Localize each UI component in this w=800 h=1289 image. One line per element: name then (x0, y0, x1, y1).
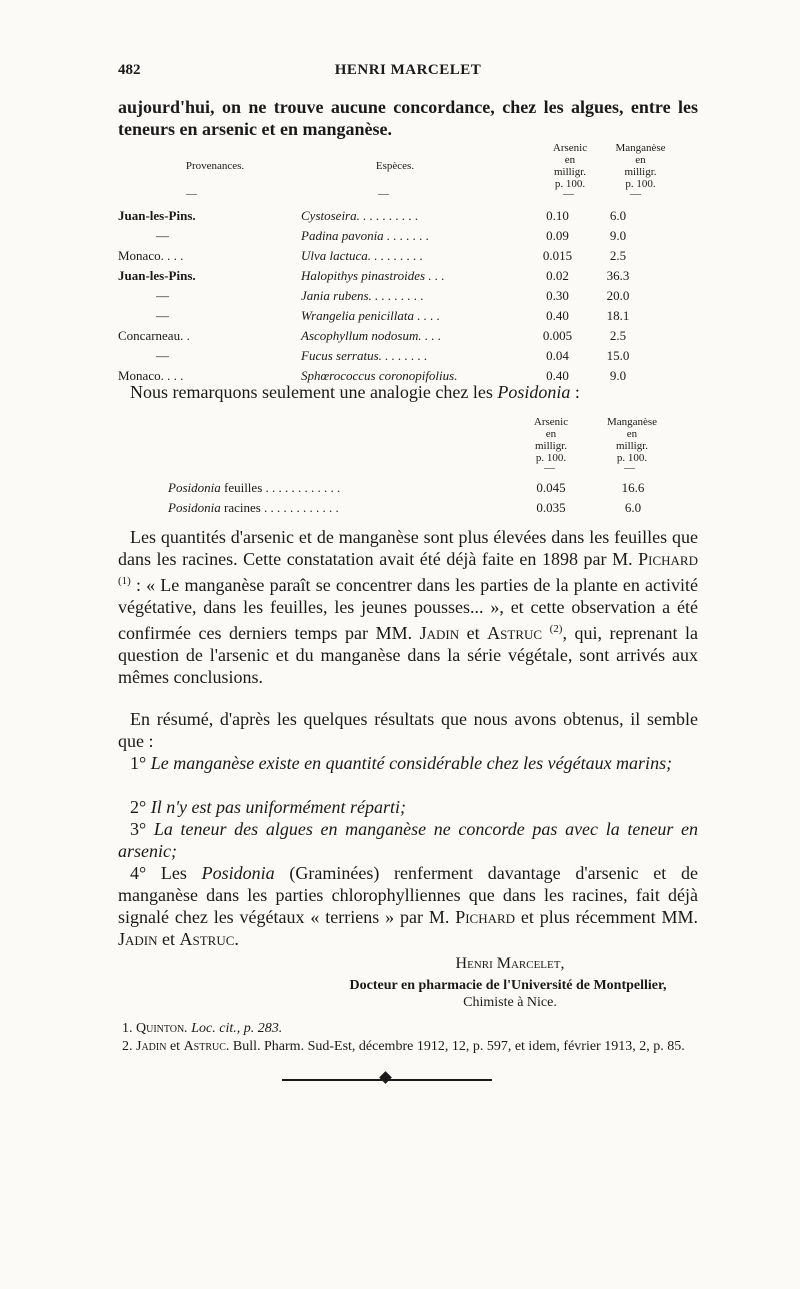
cell-species: Cystoseira. . . . . . . . . . (301, 208, 419, 223)
cell-part-label: feuilles . . . . . . . . . . . . (220, 480, 341, 495)
col-dash-provenances: — (186, 188, 197, 200)
running-head (118, 62, 698, 82)
cell-manganese: 6.0 (624, 500, 642, 515)
cell-manganese: 9.0 (609, 228, 627, 243)
col-dash-especes: — (378, 188, 389, 200)
cell-provenance: — (156, 228, 169, 243)
col-head-especes: Espèces. (375, 160, 415, 172)
quantites-et: et (459, 623, 488, 643)
cell-provenance: Juan-les-Pins. (118, 268, 196, 283)
conclusion-2-text: Il n'y est pas uniformément réparti; (150, 797, 407, 817)
col-head-arsenic-l3: milligr. (553, 166, 587, 178)
conclusion-4-text-b: et plus récemment MM. (515, 907, 698, 927)
col-head-provenances: Provenances. (185, 160, 245, 172)
analogy-colon: : (570, 382, 580, 402)
analogy-text: Nous remarquons seulement une analogie chez les (130, 382, 498, 402)
col-head-arsenic (540, 142, 600, 190)
col-dash-manganese-2: — (624, 462, 635, 474)
author-jadin: Jadin (419, 623, 460, 643)
cell-arsenic: 0.04 (546, 348, 569, 363)
col-head-manganese-l2: en (635, 154, 646, 166)
conclusion-4-num: 4° Les (130, 863, 202, 883)
cell-arsenic: 0.015 (542, 248, 573, 263)
footnote-1 (118, 1020, 698, 1038)
cell-manganese: 36.3 (606, 268, 630, 283)
cell-species: Jania rubens. . . . . . . . . (301, 288, 424, 303)
conclusion-4-et: et (157, 929, 180, 949)
conclusion-4-pichard: Pichard (455, 907, 516, 927)
page-number: 482 (118, 62, 141, 78)
col-head-manganese-2 (592, 416, 672, 464)
conclusion-2-num: 2° (130, 797, 151, 817)
running-head-author: HENRI MARCELET (334, 62, 482, 78)
footnote-ref-2: (2) (549, 623, 563, 635)
col-head-arsenic-2-l3: milligr. (534, 440, 568, 452)
cell-provenance: Monaco. . . . (118, 368, 184, 383)
footnote-2-rest: . Bull. Pharm. Sud-Est, décembre 1912, 12, p. 597, et idem, février 1913, 2, p. 85. (225, 1039, 685, 1054)
col-head-arsenic-2-l2: en (545, 428, 557, 440)
cell-species: Ascophyllum nodosum. . . . (301, 328, 442, 343)
conclusion-4-jadin: Jadin (118, 929, 158, 949)
cell-manganese: 15.0 (606, 348, 630, 363)
cell-part-label: racines . . . . . . . . . . . . (220, 500, 339, 515)
conclusion-2 (118, 796, 698, 818)
conclusion-1 (118, 752, 698, 774)
col-head-manganese-l1: Manganèse (615, 142, 666, 154)
cell-provenance: — (156, 348, 169, 363)
cell-arsenic: 0.09 (546, 228, 569, 243)
author-pichard: Pichard (638, 549, 698, 569)
cell-provenance: — (156, 308, 169, 323)
footnote-2-et: et (166, 1039, 184, 1054)
cell-species: Halopithys pinastroides . . . (301, 268, 445, 283)
cell-arsenic: 0.035 (536, 500, 566, 515)
footnote-2-author-1: Jadin (136, 1039, 167, 1054)
col-dash-manganese: — (630, 188, 641, 200)
cell-manganese: 9.0 (609, 368, 627, 383)
cell-manganese: 20.0 (606, 288, 630, 303)
paragraph-resume: En résumé, d'après les quelques résultats que nous avons obtenus, il semble que : (118, 709, 698, 751)
table-row (168, 498, 688, 518)
cell-arsenic: 0.40 (546, 308, 569, 323)
cell-part (168, 498, 339, 518)
col-dash-arsenic: — (563, 188, 574, 200)
col-head-manganese-2-l1: Manganèse (606, 416, 658, 428)
col-head-arsenic-l4: p. 100. (554, 178, 586, 190)
cell-arsenic: 0.30 (546, 288, 569, 303)
cell-manganese: 16.6 (621, 480, 645, 495)
cell-arsenic: 0.045 (536, 480, 566, 495)
cell-manganese: 18.1 (606, 308, 630, 323)
conclusion-1-text: Le manganèse existe en quantité considérable chez les végétaux marins; (150, 753, 673, 773)
cell-genus: Posidonia (168, 500, 221, 515)
cell-part (168, 478, 340, 498)
author-astruc: Astruc (487, 623, 543, 643)
conclusion-3-text: La teneur des algues en manganèse ne concorde pas avec la teneur en arsenic; (118, 819, 698, 861)
col-head-manganese-2-l3: milligr. (615, 440, 649, 452)
table-row (168, 478, 688, 498)
footnote-1-num: 1. (122, 1021, 136, 1036)
conclusion-4-astruc: Astruc (179, 929, 235, 949)
col-head-manganese-l3: milligr. (624, 166, 657, 178)
cell-manganese: 2.5 (609, 248, 627, 263)
analogy-genus: Posidonia (497, 382, 571, 402)
col-head-manganese-2-l4: p. 100. (616, 452, 648, 464)
footnote-2 (118, 1038, 698, 1056)
footnote-1-author: Quinton (136, 1021, 185, 1036)
signature-role: Chimiste à Nice. (463, 995, 557, 1010)
cell-manganese: 2.5 (609, 328, 627, 343)
cell-species: Ulva lactuca. . . . . . . . . (301, 248, 424, 263)
cell-provenance: — (156, 288, 169, 303)
cell-arsenic: 0.40 (546, 368, 569, 383)
cell-provenance: Concarneau. . (118, 328, 190, 343)
col-head-manganese-2-l2: en (626, 428, 638, 440)
footnote-2-author-2: Astruc (183, 1039, 226, 1054)
paragraph-quantites (118, 526, 698, 688)
intro-paragraph: aujourd'hui, on ne trouve aucune concordance, chez les algues, entre les teneurs en arsenic et en manganèse. (118, 97, 698, 139)
quantites-text-3: , qui, reprenant la question de l'arsenic et du manganèse dans la série végétale, sont arrivés aux mêmes conclusions. (118, 623, 699, 687)
quantites-text-2: : « Le manganèse paraît se concentrer dans les parties de la plante en activité végétative, dans les feuilles, les jeunes pousses... », et cette observation a été confirmée ces derniers temps par MM. (118, 575, 698, 643)
cell-species: Padina pavonia . . . . . . . (301, 228, 430, 243)
diamond-ornament-icon (379, 1071, 392, 1084)
cell-genus: Posidonia (168, 480, 221, 495)
conclusion-3 (118, 818, 698, 862)
footnote-ref-1: (1) (118, 575, 131, 587)
col-head-manganese (603, 142, 678, 190)
analogy-sentence (130, 381, 700, 403)
col-head-arsenic-2 (520, 416, 582, 464)
cell-species: Sphœrococcus coronopifolius. (301, 368, 458, 383)
cell-provenance: Monaco. . . . (118, 248, 184, 263)
col-head-arsenic-l2: en (564, 154, 576, 166)
signature-name: Henri Marcelet, (455, 955, 565, 972)
col-head-arsenic-l1: Arsenic (552, 142, 588, 154)
cell-manganese: 6.0 (609, 208, 627, 223)
signature-title: Docteur en pharmacie de l'Université de Montpellier, (349, 978, 667, 993)
cell-arsenic: 0.02 (546, 268, 569, 283)
col-head-arsenic-2-l4: p. 100. (535, 452, 567, 464)
conclusion-1-num: 1° (130, 753, 151, 773)
footnote-1-rest: . Loc. cit., p. 283. (184, 1021, 283, 1036)
quantites-text-1: Les quantités d'arsenic et de manganèse sont plus élevées dans les feuilles que dans les racines. Cette constatation avait été déjà faite en 1898 par M. (118, 527, 698, 569)
conclusion-4-genus: Posidonia (201, 863, 275, 883)
footnote-2-num: 2. (122, 1039, 136, 1054)
col-head-arsenic-2-l1: Arsenic (533, 416, 569, 428)
cell-provenance: Juan-les-Pins. (118, 208, 196, 223)
conclusion-3-num: 3° (130, 819, 154, 839)
cell-arsenic: 0.10 (546, 208, 569, 223)
cell-species: Wrangelia penicillata . . . . (301, 308, 441, 323)
cell-arsenic: 0.005 (542, 328, 573, 343)
col-head-manganese-l4: p. 100. (625, 178, 656, 190)
conclusion-4 (118, 862, 698, 950)
cell-species: Fucus serratus. . . . . . . . (301, 348, 428, 363)
col-dash-arsenic-2: — (544, 462, 555, 474)
conclusion-4-end: . (234, 929, 239, 949)
conclusion-4-text-a: (Graminées) renferment davantage d'arsenic et de manganèse dans les parties chlorophylliennes que dans les racines, fait déjà signalé chez les végétaux « terriens » par M. (118, 863, 698, 927)
